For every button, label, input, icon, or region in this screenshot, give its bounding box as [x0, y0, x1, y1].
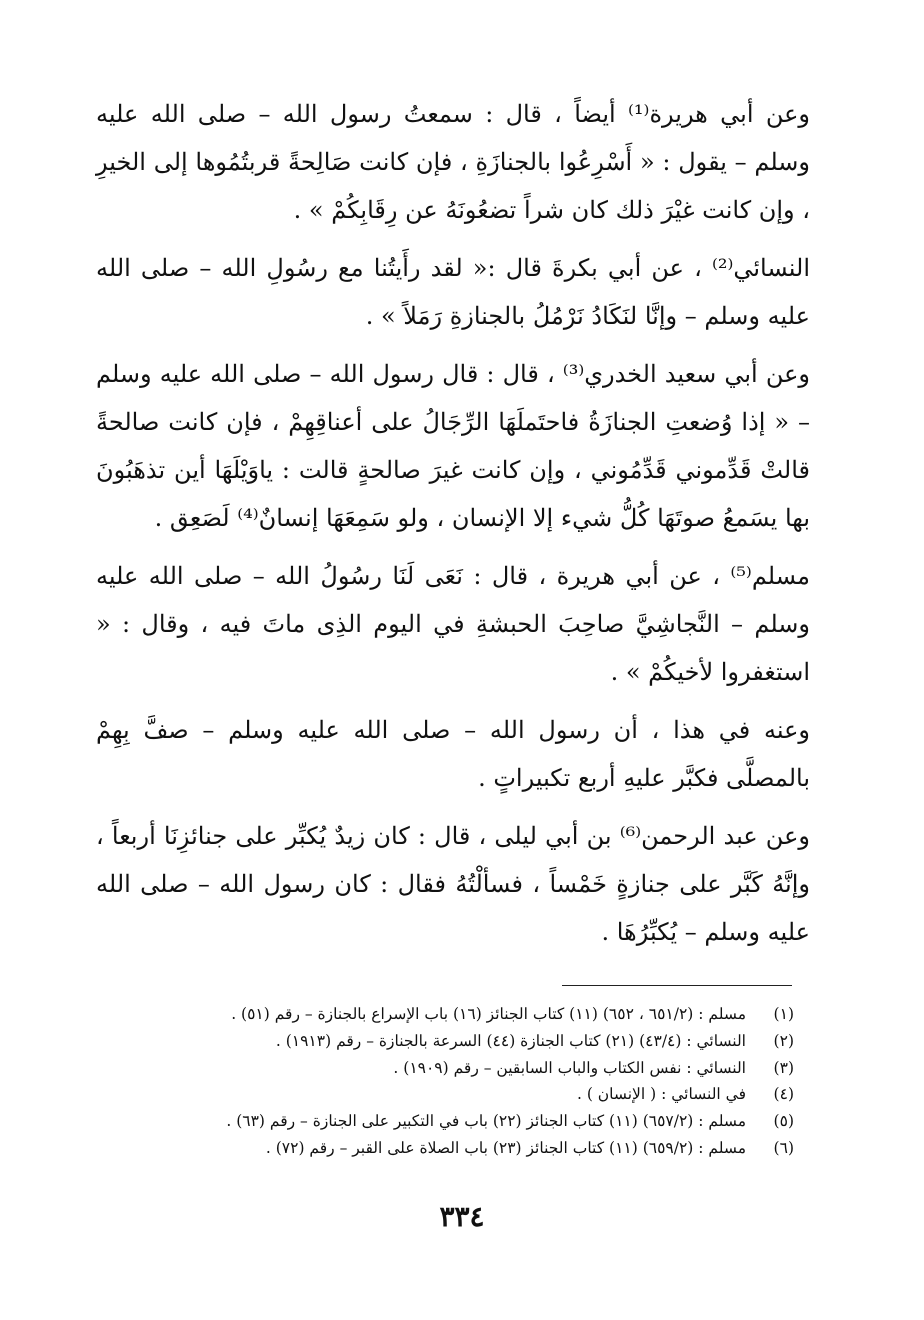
footnote-4	[96, 1081, 794, 1108]
footnote-text: النسائي : (٤٣/٤) (٢١) كتاب الجنازة (٤٤) السرعة بالجنازة – رقم (١٩١٣) .	[275, 1031, 746, 1050]
footnote-number: (٤)	[773, 1085, 794, 1104]
footnote-2	[96, 1028, 794, 1055]
footnote-1	[96, 1001, 794, 1028]
footnote-5	[96, 1108, 794, 1135]
footnote-text: مسلم : (٦٥٩/٢) (١١) كتاب الجنائز (٢٣) باب الصلاة على القبر – رقم (٧٢) .	[265, 1138, 746, 1157]
footnotes	[96, 1001, 794, 1162]
footnote-number: (٦)	[773, 1138, 794, 1157]
footnote-number: (٢)	[773, 1031, 794, 1050]
footnote-text: مسلم : (٦٥١/٢ ، ٦٥٢) (١١) كتاب الجنائز (١٦) باب الإسراع بالجنازة – رقم (٥١) .	[231, 1005, 746, 1023]
paragraph-3: وعن أبي سعيد الخدري⁽³⁾ ، قال : قال رسول الله – صلى الله عليه وسلم – « إذا وُضعتِ الجنازَةُ فاحتَملَهَا الرِّجَالُ على أعناقِهِمْ ، فإن كانت صالحةً قالتْ قَدِّموني قَدِّمُوني ، وإن كانت غيرَ صالحةٍ قالت : ياوَيْلَهَا أين تذهَبُونَ بها يسَمعُ صوتَهَا كُلُّ شيء إلا الإنسان ، ولو سَمِعَهَا إنسانٌ⁽⁴⁾ لَصَعِق .	[96, 360, 811, 532]
footnote-number: (٥)	[773, 1112, 794, 1131]
paragraph-1: وعن أبي هريرة⁽¹⁾ أيضاً ، قال : سمعتُ رسول الله – صلى الله عليه وسلم – يقول : « أَسْرِعُوا بالجنازَةِ ، فإن كانت صَالِحةً قربتُمُوها إلى الخيرِ ، وإن كانت غيْرَ ذلك كان شراً تضعُونَهُ عن رِقَابِكُمْ » .	[96, 100, 811, 224]
paragraph-5: وعنه في هذا ، أن رسول الله – صلى الله عليه وسلم – صفَّ بِهِمْ بالمصلَّى فكبَّر عليهِ أربع تكبيراتٍ .	[96, 716, 811, 792]
footnote-number: (٣)	[773, 1058, 794, 1077]
footnote-number: (١)	[773, 1005, 794, 1023]
footnote-text: مسلم : (٦٥٧/٢) (١١) كتاب الجنائز (٢٢) باب في التكبير على الجنازة – رقم (٦٣) .	[226, 1112, 746, 1131]
page-number: ٣٣٤	[439, 1200, 485, 1233]
paragraph-2: النسائي⁽²⁾ ، عن أبي بكرةَ قال :« لقد رأَيتُنا مع رسُولِ الله – صلى الله عليه وسلم – وإنَّا لنَكَادُ نَرْمُلُ بالجنازةِ رَمَلاً » .	[96, 254, 810, 330]
footnote-6	[96, 1135, 794, 1162]
paragraph-4: مسلم⁽⁵⁾ ، عن أبي هريرة ، قال : نَعَى لَنَا رسُولُ الله – صلى الله عليه وسلم – النَّجاشِيَّ صاحِبَ الحبشةِ في اليوم الذِى ماتَ فيه ، وقال : « استغفروا لأخيكُمْ » .	[96, 562, 810, 686]
main-text	[96, 90, 810, 956]
footnote-separator	[562, 985, 792, 986]
footnote-3	[96, 1055, 794, 1082]
footnote-text: في النسائي : ( الإنسان ) .	[576, 1085, 746, 1104]
footnote-text: النسائي : نفس الكتاب والباب السابقين – رقم (١٩٠٩) .	[393, 1058, 746, 1077]
paragraph-6: وعن عبد الرحمن⁽⁶⁾ بن أبي ليلى ، قال : كان زيدٌ يُكبِّر على جنائزِنَا أربعاً ، وإنَّهُ كَبَّر على جنازةٍ خَمْساً ، فسألْتُهُ فقال : كان رسول الله – صلى الله عليه وسلم – يُكبِّرُهَا .	[96, 822, 810, 946]
